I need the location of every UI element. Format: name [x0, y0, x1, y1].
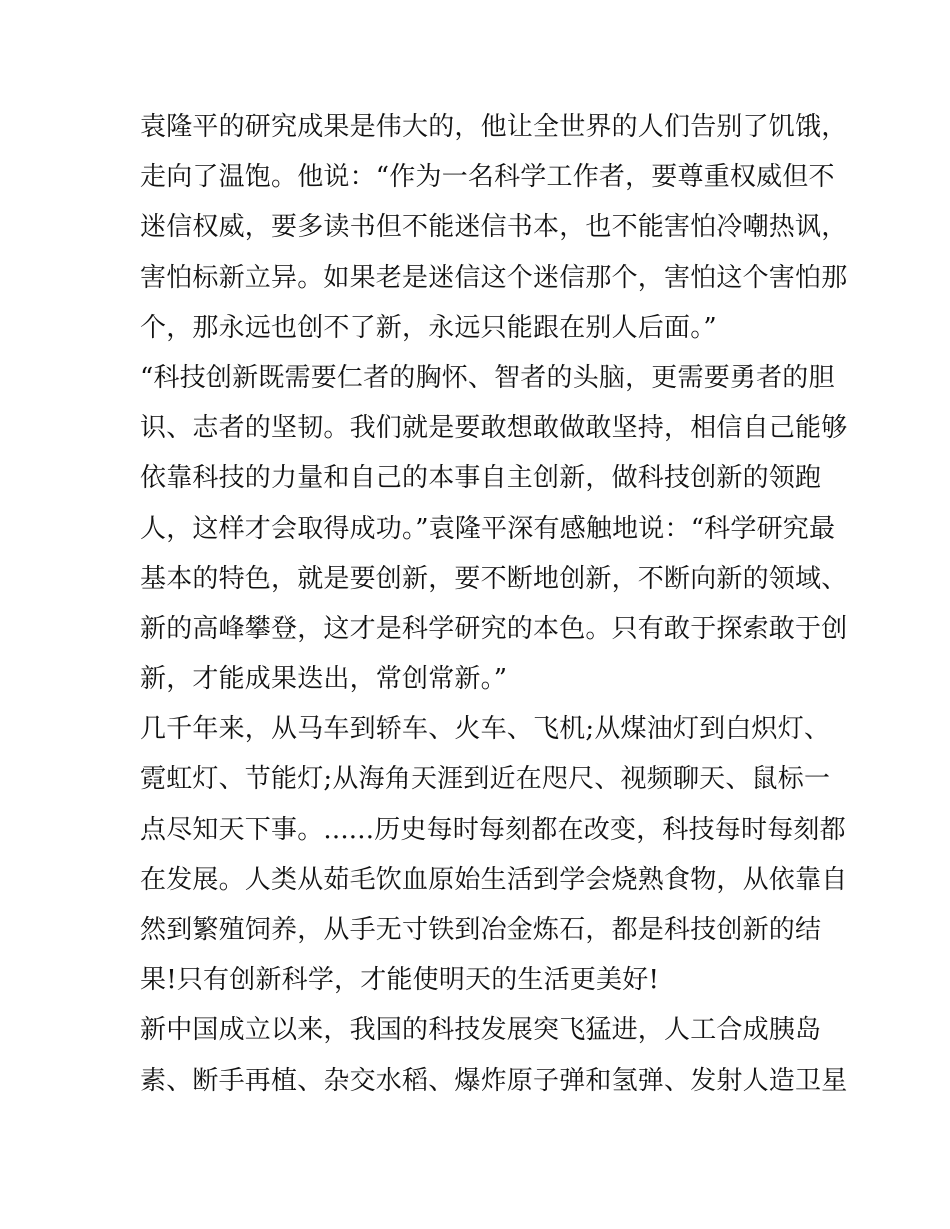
text-line: 迷信权威，要多读书但不能迷信书本，也不能害怕冷嘲热讽， — [140, 212, 848, 243]
text-line: 新中国成立以来，我国的科技发展突飞猛进，人工合成胰岛 — [140, 1015, 822, 1046]
text-line: 人，这样才会取得成功。”袁隆平深有感触地说：“科学研究最 — [140, 513, 836, 544]
text-line: 点尽知天下事。......历史每时每刻都在改变，科技每时每刻都 — [140, 814, 846, 845]
text-line: 新的高峰攀登，这才是科学研究的本色。只有敢于探索敢于创 — [140, 613, 848, 644]
text-line: 基本的特色，就是要创新，要不断地创新，不断向新的领域、 — [140, 563, 848, 594]
text-line: 识、志者的坚韧。我们就是要敢想敢做敢坚持，相信自己能够 — [140, 413, 848, 444]
text-line: 素、断手再植、杂交水稻、爆炸原子弹和氢弹、发射人造卫星 — [140, 1065, 848, 1096]
text-line: 走向了温饱。他说：“作为一名科学工作者，要尊重权威但不 — [140, 162, 835, 193]
text-line: 果!只有创新科学，才能使明天的生活更美好! — [140, 965, 660, 996]
text-line: 然到繁殖饲养，从手无寸铁到冶金炼石，都是科技创新的结 — [140, 915, 822, 945]
text-line: 霓虹灯、节能灯;从海角天涯到近在咫尺、视频聊天、鼠标一 — [140, 764, 831, 795]
body-text — [140, 102, 848, 1106]
text-line: 个，那永远也创不了新，永远只能跟在别人后面。” — [140, 312, 717, 343]
text-line: 几千年来，从马车到轿车、火车、飞机;从煤油灯到白炽灯、 — [140, 714, 831, 745]
text-line: 依靠科技的力量和自己的本事自主创新，做科技创新的领跑 — [140, 463, 822, 494]
text-line: 袁隆平的研究成果是伟大的，他让全世界的人们告别了饥饿， — [140, 112, 848, 142]
text-line: “科技创新既需要仁者的胸怀、智者的头脑，更需要勇者的胆 — [140, 362, 835, 393]
text-line: 新，才能成果迭出，常创常新。” — [140, 664, 508, 695]
text-line: 害怕标新立异。如果老是迷信这个迷信那个，害怕这个害怕那 — [140, 262, 848, 293]
text-line: 在发展。人类从茹毛饮血原始生活到学会烧熟食物，从依靠自 — [140, 864, 848, 895]
